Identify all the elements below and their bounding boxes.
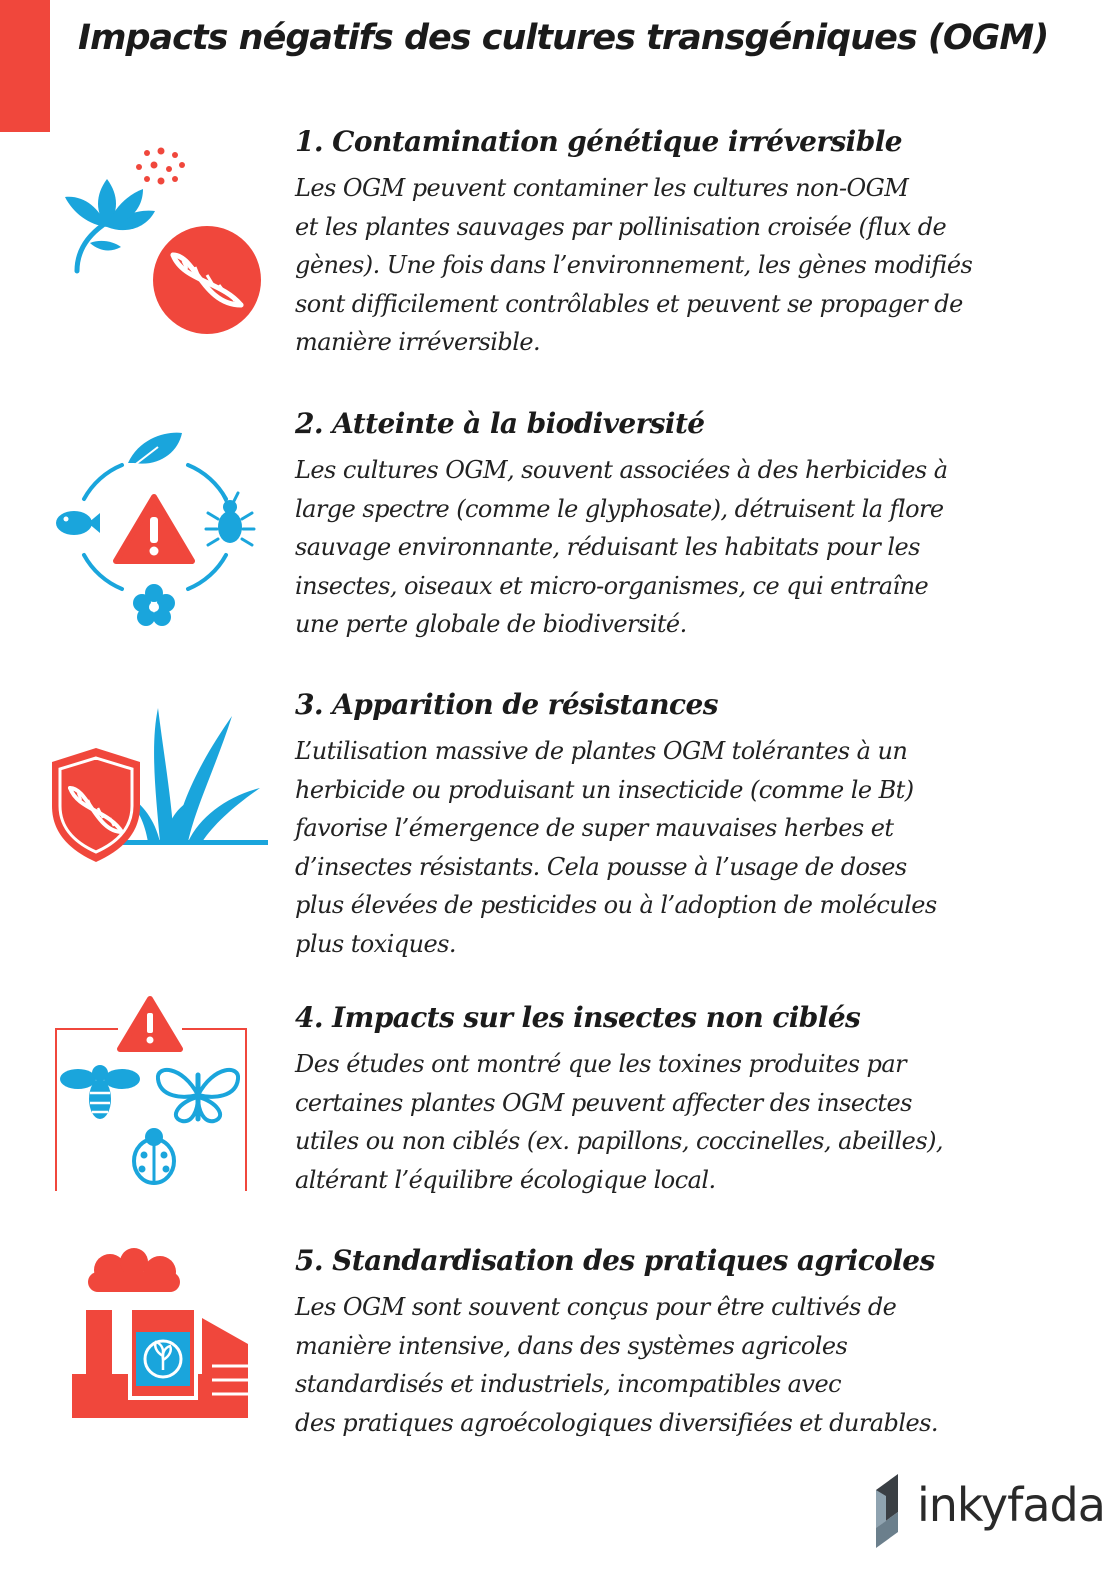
section-heading: 5. Standardisation des pratiques agricoles xyxy=(295,1244,935,1277)
section-heading: 4. Impacts sur les insectes non ciblés xyxy=(295,1001,861,1034)
section-heading: 3. Apparition de résistances xyxy=(295,688,718,721)
section-heading: 2. Atteinte à la biodiversité xyxy=(295,407,705,440)
section-4 xyxy=(0,1001,1080,1211)
industrial-farm-icon xyxy=(72,1248,262,1428)
section-body: Les cultures OGM, souvent associées à des herbicides à large spectre (comme le glyphosate), détruisent la flore sauvage environnante, réduisant les habitats pour les insectes, oiseaux et micro-organismes, ce qui entraîne une perte globale de biodiversité. xyxy=(295,456,948,638)
logo-mark-icon xyxy=(872,1472,912,1550)
biodiversity-cycle-icon xyxy=(50,427,260,627)
page-title: Impacts négatifs des cultures transgéniques (OGM) xyxy=(78,18,1049,58)
section-5 xyxy=(0,1244,1080,1454)
accent-bar xyxy=(0,0,50,132)
section-heading: 1. Contamination génétique irréversible xyxy=(295,125,902,158)
section-body: L’utilisation massive de plantes OGM tolérantes à un herbicide ou produisant un insecticide (comme le Bt) favorise l’émergence de super mauvaises herbes et d’insectes résistants. Cela pousse à l’usage de doses plus élevées de pesticides ou à l’adoption de molécules plus toxiques. xyxy=(295,737,937,958)
logo-text: inkyfada xyxy=(917,1478,1105,1532)
section-1 xyxy=(0,125,1080,375)
flower-dna-icon xyxy=(55,143,275,363)
section-3 xyxy=(0,688,1080,978)
section-body: Les OGM peuvent contaminer les cultures non-OGM et les plantes sauvages par pollinisation croisée (flux de gènes). Une fois dans l’environnement, les gènes modifiés sont difficilement contrôlables et peuvent se propager de manière irréversible. xyxy=(295,174,973,356)
shield-grass-icon xyxy=(48,706,278,866)
insects-warning-icon xyxy=(52,995,252,1195)
inkyfada-logo xyxy=(872,1472,1105,1550)
section-body: Des études ont montré que les toxines produites par certaines plantes OGM peuvent affecter des insectes utiles ou non ciblés (ex. papillons, coccinelles, abeilles), altérant l’équilibre écologique local. xyxy=(295,1050,943,1194)
section-2 xyxy=(0,407,1080,657)
section-body: Les OGM sont souvent conçus pour être cultivés de manière intensive, dans des systèmes agricoles standardisés et industriels, incompatibles avec des pratiques agroécologiques diversifiées et durables. xyxy=(295,1293,938,1437)
